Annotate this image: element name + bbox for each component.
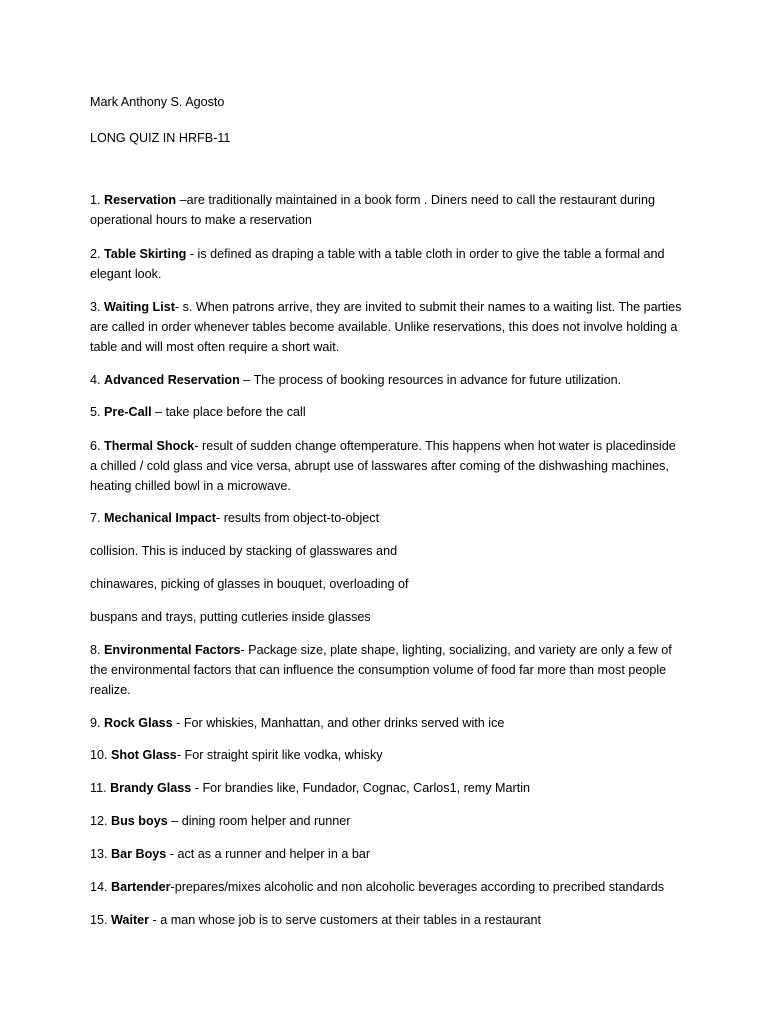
term-bar-boys: Bar Boys xyxy=(111,847,167,861)
quiz-item-7-continuation: collision. This is induced by stacking of glasswares and xyxy=(90,544,398,558)
term-thermal-shock: Thermal Shock xyxy=(104,439,195,453)
author-name: Mark Anthony S. Agosto xyxy=(90,95,225,109)
term-rock-glass: Rock Glass xyxy=(104,716,173,730)
quiz-item-7-continuation: buspans and trays, putting cutleries inside glasses xyxy=(90,610,371,624)
quiz-item-7: 7. Mechanical Impact- results from object-to-object xyxy=(90,511,380,525)
term-shot-glass: Shot Glass xyxy=(111,748,177,762)
term-environmental-factors: Environmental Factors xyxy=(104,643,241,657)
quiz-title: LONG QUIZ IN HRFB-11 xyxy=(90,131,231,145)
term-mechanical-impact: Mechanical Impact xyxy=(104,511,217,525)
quiz-item-2: 2. Table Skirting - is defined as draping a table with a table cloth in order to give the table a formal and elegant look. xyxy=(90,247,665,281)
term-bus-boys: Bus boys xyxy=(111,814,168,828)
term-reservation: Reservation xyxy=(104,193,177,207)
term-table-skirting: Table Skirting xyxy=(104,247,187,261)
quiz-item-5: 5. Pre-Call – take place before the call xyxy=(90,405,306,419)
term-brandy-glass: Brandy Glass xyxy=(110,781,192,795)
quiz-item-8: 8. Environmental Factors- Package size, plate shape, lighting, socializing, and variety are only a few of the environmental factors that can influence the consumption volume of food far more than most people realize. xyxy=(90,643,672,697)
quiz-item-1: 1. Reservation –are traditionally maintained in a book form . Diners need to call the restaurant during operational hours to make a reservation xyxy=(90,193,655,227)
quiz-item-15: 15. Waiter - a man whose job is to serve customers at their tables in a restaurant xyxy=(90,913,542,927)
quiz-item-13: 13. Bar Boys - act as a runner and helper in a bar xyxy=(90,847,371,861)
quiz-item-10: 10. Shot Glass- For straight spirit like vodka, whisky xyxy=(90,748,383,762)
quiz-item-11: 11. Brandy Glass - For brandies like, Fundador, Cognac, Carlos1, remy Martin xyxy=(90,781,531,795)
term-advanced-reservation: Advanced Reservation xyxy=(104,373,240,387)
term-pre-call: Pre-Call xyxy=(104,405,152,419)
term-waiting-list: Waiting List xyxy=(104,300,175,314)
quiz-item-9: 9. Rock Glass - For whiskies, Manhattan, and other drinks served with ice xyxy=(90,716,505,730)
quiz-item-4: 4. Advanced Reservation – The process of booking resources in advance for future utilization. xyxy=(90,373,622,387)
quiz-item-3: 3. Waiting List- s. When patrons arrive, they are invited to submit their names to a waiting list. The parties are called in order whenever tables become available. Unlike reservations, this does not involve holding a table and will most often require a short wait. xyxy=(90,300,682,354)
term-bartender: Bartender xyxy=(111,880,171,894)
quiz-item-12: 12. Bus boys – dining room helper and runner xyxy=(90,814,351,828)
term-waiter: Waiter xyxy=(111,913,150,927)
quiz-item-14: 14. Bartender-prepares/mixes alcoholic and non alcoholic beverages according to precribed standards xyxy=(90,880,665,894)
quiz-item-6: 6. Thermal Shock- result of sudden change oftemperature. This happens when hot water is placedinside a chilled / cold glass and vice versa, abrupt use of lasswares after coming of the dishwashing machines, heating chilled bowl in a microwave. xyxy=(90,439,676,493)
quiz-item-7-continuation: chinawares, picking of glasses in bouquet, overloading of xyxy=(90,577,409,591)
